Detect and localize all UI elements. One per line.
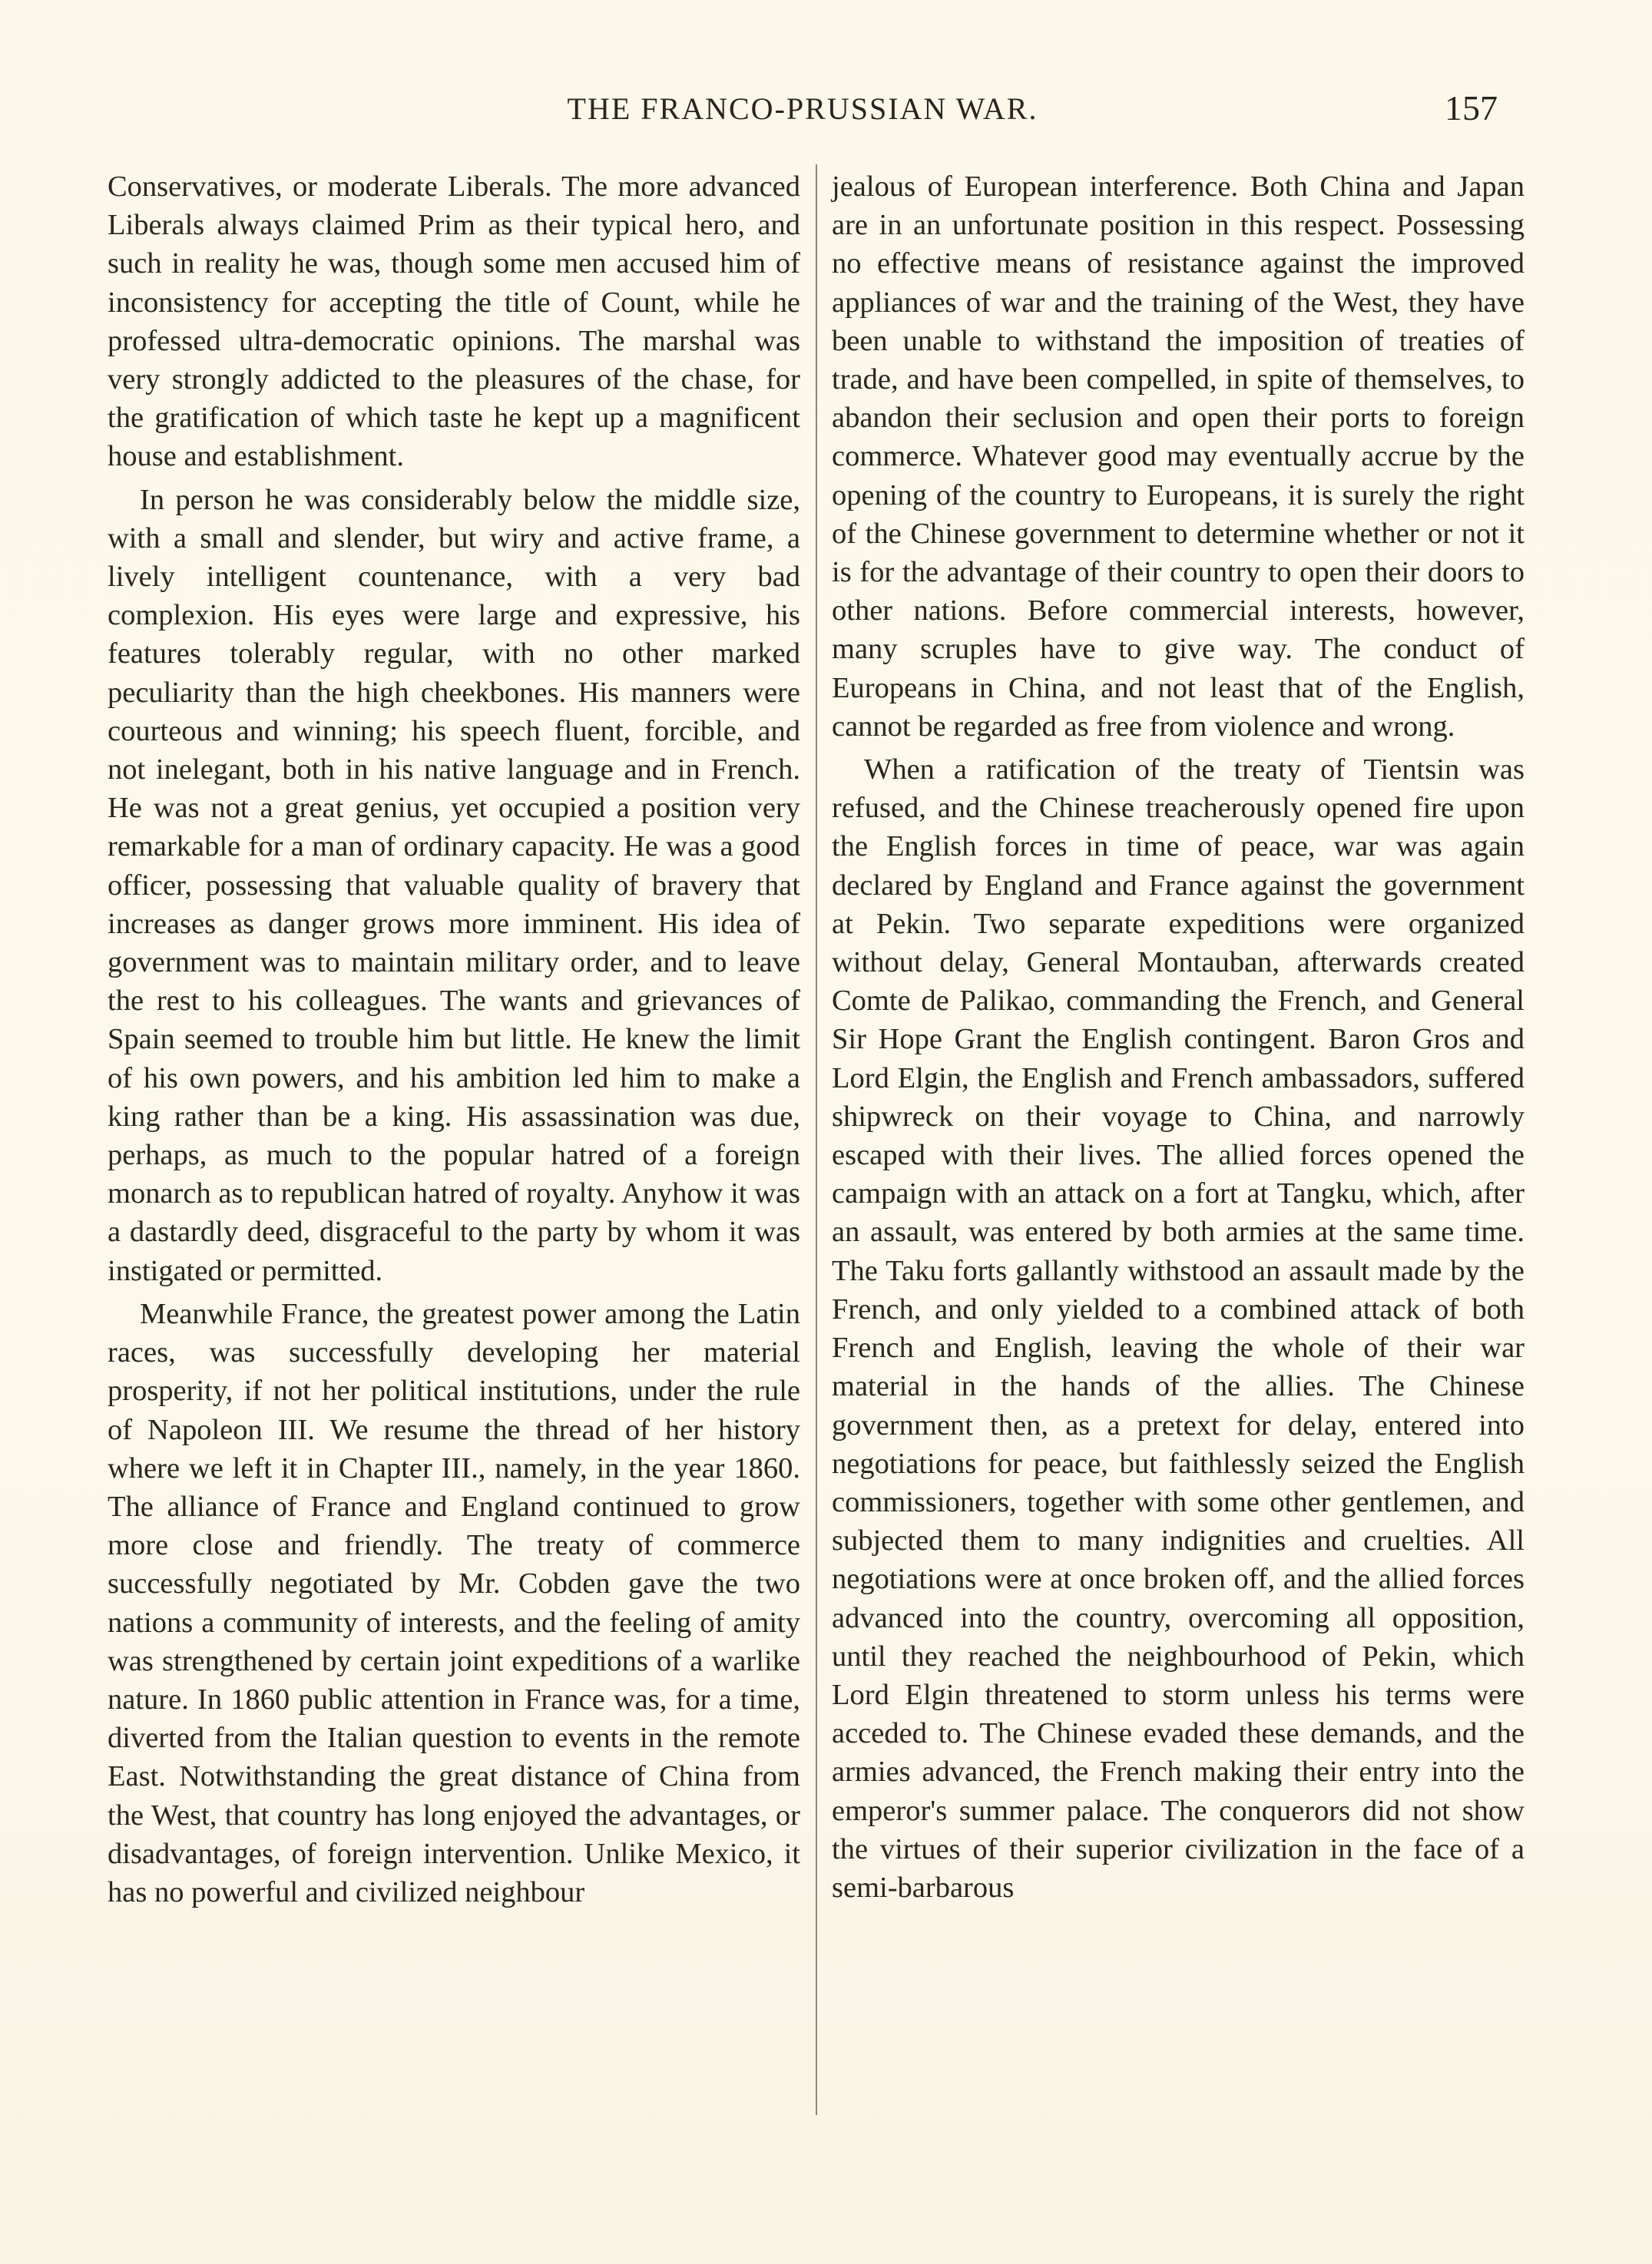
paragraph-france-napoleon: Meanwhile France, the greatest power among the Latin races, was successfully developing her material prosperity, if not her political institutions, under the rule of Napoleon III. We resume the thread of her history where we left it in Chapter III., namely, in the year 1860. The alliance of France and England continued to grow more close and friendly. The treaty of commerce successfully negotiated by Mr. Cobden gave the two nations a community of interests, and the feeling of amity was strengthened by certain joint expeditions of a warlike nature. In 1860 public attention in France was, for a time, diverted from the Italian question to events in the remote East. Notwithstanding the great distance of China from the West, that country has long enjoyed the advantages, or disadvantages, of foreign intervention. Unlike Mexico, it has no powerful and civilized neighbour (108, 1297, 800, 1908)
paragraph-prim-character: Conservatives, or moderate Liberals. The more advanced Liberals always claimed Prim as their typical hero, and such in reality he was, though some men accused him of inconsistency for accepting the title of Count, while he professed ultra-democratic opinions. The marshal was very strongly addicted to the pleasures of the chase, for the gratification of which taste he kept up a magnificent house and establishment. (108, 170, 800, 473)
left-column (108, 167, 800, 1911)
right-column (832, 167, 1525, 1907)
running-head: THE FRANCO-PRUSSIAN WAR. (567, 91, 1038, 126)
column-divider (816, 164, 817, 2115)
page-header (108, 88, 1498, 137)
paragraph-china-japan: jealous of European interference. Both China and Japan are in an unfortunate position in this respect. Possessing no effective means of resistance against the improved appliances of war and the training of the West, they have been unable to withstand the imposition of treaties of trade, and have been compelled, in spite of themselves, to abandon their seclusion and open their ports to foreign commerce. Whatever good may eventually accrue by the opening of the country to Europeans, it is surely the right of the Chinese government to determine whether or not it is for the advantage of their country to open their doors to other nations. Before commercial interests, however, many scruples have to give way. The conduct of Europeans in China, and not least that of the English, cannot be regarded as free from violence and wrong. (832, 170, 1525, 743)
paragraph-tientsin-treaty: When a ratification of the treaty of Tientsin was refused, and the Chinese treacherously opened fire upon the English forces in time of peace, war was again declared by England and France against the government at Pekin. Two separate expeditions were organized without delay, General Montauban, afterwards created Comte de Palikao, commanding the French, and General Sir Hope Grant the English contingent. Baron Gros and Lord Elgin, the English and French ambassadors, suffered shipwreck on their voyage to China, and narrowly escaped with their lives. The allied forces opened the campaign with an attack on a fort at Tangku, which, after an assault, was entered by both armies at the same time. The Taku forts gallantly withstood an assault made by the French, and only yielded to a combined attack of both French and English, leaving the whole of their war material in the hands of the allies. The Chinese government then, as a pretext for delay, entered into negotiations for peace, but faithlessly seized the English commissioners, together with some other gentlemen, and subjected them to many indignities and cruelties. All negotiations were at once broken off, and the allied forces advanced into the country, overcoming all opposition, until they reached the neighbourhood of Pekin, which Lord Elgin threatened to storm unless his terms were acceded to. The Chinese evaded these demands, and the armies advanced, the French making their entry into the emperor's summer palace. The conquerors did not show the virtues of their superior civilization in the face of a semi-barbarous (832, 753, 1525, 1904)
paragraph-prim-person: In person he was considerably below the middle size, with a small and slender, but wiry and active frame, a lively intelligent countenance, with a very bad complexion. His eyes were large and expressive, his features tolerably regular, with no other marked peculiarity than the high cheekbones. His manners were courteous and winning; his speech fluent, forcible, and not inelegant, both in his native language and in French. He was not a great genius, yet occupied a position very remarkable for a man of ordinary capacity. He was a good officer, possessing that valuable quality of bravery that increases as danger grows more imminent. His idea of government was to maintain military order, and to leave the rest to his colleagues. The wants and grievances of Spain seemed to trouble him but little. He knew the limit of his own powers, and his ambition led him to make a king rather than be a king. His assassination was due, perhaps, as much to the popular hatred of a foreign monarch as to republican hatred of royalty. Anyhow it was a dastardly deed, disgraceful to the party by whom it was instigated or permitted. (108, 483, 801, 1287)
page-number: 157 (1445, 88, 1498, 127)
